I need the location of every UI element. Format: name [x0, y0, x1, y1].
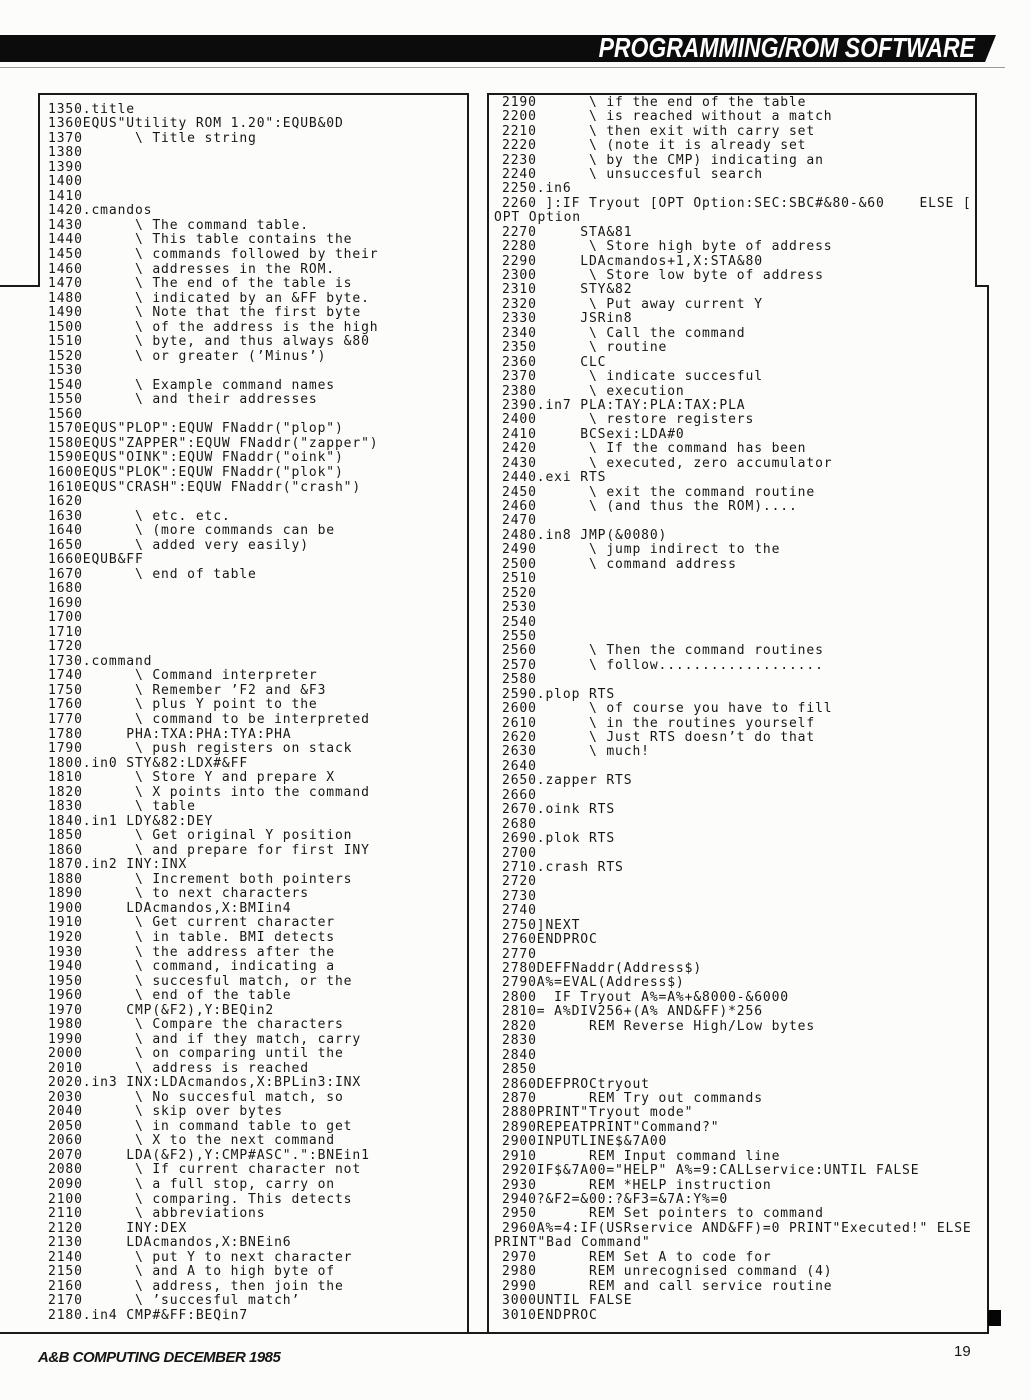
listing-line: 2500 \ command address — [502, 556, 737, 572]
listing-line: 2900INPUTLINE$&7A00 — [502, 1134, 668, 1150]
listing-line: 1530 — [48, 363, 83, 379]
listing-line: 2520 — [502, 585, 537, 601]
listing-line: 1380 — [48, 145, 83, 161]
listing-line: 2260 ]:IF Tryout [OPT Option:SEC:SBC#&80-&60 ELSE [ — [502, 195, 972, 211]
listing-line: 2630 \ much! — [502, 744, 650, 760]
listing-line: 2940?&F2=&00:?&F3=&7A:Y%=0 — [502, 1192, 729, 1208]
listing-line: 1640 \ (more commands can be — [48, 523, 335, 539]
listing-line: 2770 — [502, 946, 537, 962]
listing-line: 1850 \ Get original Y position — [48, 828, 353, 844]
listing-line: 2600 \ of course you have to fill — [502, 701, 833, 717]
listing-line: 2020.in3 INX:LDAcmandos,X:BPLin3:INX — [48, 1075, 362, 1091]
listing-line: 1720 — [48, 639, 83, 655]
listing-line: 1470 \ The end of the table is — [48, 276, 353, 292]
listing-line: 1540 \ Example command names — [48, 377, 335, 393]
listing-line: 3010ENDPROC — [502, 1307, 598, 1323]
listing-line: 1950 \ succesful match, or the — [48, 973, 353, 989]
listing-line: 1580EQUS"ZAPPER":EQUW FNaddr("zapper") — [48, 435, 379, 451]
listing-line: 2030 \ No succesful match, so — [48, 1089, 344, 1105]
listing-line: 2050 \ in command table to get — [48, 1118, 353, 1134]
listing-line: 1680 — [48, 581, 83, 597]
listing-line: 2750]NEXT — [502, 917, 581, 933]
listing-box-border — [0, 1332, 989, 1334]
listing-line: 2650.zapper RTS — [502, 773, 633, 789]
listing-line: 2390.in7 PLA:TAY:PLA:TAX:PLA — [502, 397, 746, 413]
listing-line: 2380 \ execution — [502, 383, 685, 399]
listing-line: 1860 \ and prepare for first INY — [48, 842, 370, 858]
listing-line: 1420.cmandos — [48, 203, 153, 219]
listing-line: 2310 STY&82 — [502, 282, 633, 298]
listing-line: 2440.exi RTS — [502, 470, 607, 486]
listing-line: 2220 \ (note it is already set — [502, 138, 807, 154]
listing-line: 1440 \ This table contains the — [48, 232, 353, 248]
listing-line: 2710.crash RTS — [502, 859, 624, 875]
listing-line: 2690.plok RTS — [502, 831, 616, 847]
listing-line: 2070 LDA(&F2),Y:CMP#ASC".":BNEin1 — [48, 1147, 370, 1163]
listing-line: 1930 \ the address after the — [48, 944, 335, 960]
listing-line: 2340 \ Call the command — [502, 325, 746, 341]
listing-line: 2130 LDAcmandos,X:BNEin6 — [48, 1235, 292, 1251]
listing-line: 2660 — [502, 787, 537, 803]
listing-line: 2410 BCSexi:LDA#0 — [502, 426, 685, 442]
listing-line: 2170 \ ’succesful match’ — [48, 1293, 301, 1309]
listing-line: 1670 \ end of table — [48, 566, 257, 582]
listing-line: 2700 — [502, 845, 537, 861]
listing-box-border — [38, 93, 469, 95]
listing-line: 2010 \ address is reached — [48, 1060, 309, 1076]
listing-line: 1400 — [48, 174, 83, 190]
listing-line: 2850 — [502, 1062, 537, 1078]
listing-line: 2400 \ restore registers — [502, 412, 755, 428]
listing-line: 1600EQUS"PLOK":EQUW FNaddr("plok") — [48, 464, 344, 480]
listing-line: 2240 \ unsuccesful search — [502, 166, 763, 182]
listing-line: 1760 \ plus Y point to the — [48, 697, 318, 713]
listing-line: 1900 LDAcmandos,X:BMIin4 — [48, 900, 292, 916]
listing-line: 1390 — [48, 159, 83, 175]
listing-line: 2610 \ in the routines yourself — [502, 715, 816, 731]
listing-line: 1920 \ in table. BMI detects — [48, 929, 335, 945]
listing-line: 1870.in2 INY:INX — [48, 857, 188, 873]
listing-line: 2370 \ indicate succesful — [502, 369, 763, 385]
listing-line: 1690 — [48, 595, 83, 611]
listing-box-border — [38, 93, 40, 286]
listing-line: 2890REPEATPRINT"Command?" — [502, 1119, 720, 1135]
listing-line: 2780DEFFNaddr(Address$) — [502, 961, 703, 977]
listing-left-column — [48, 103, 378, 1324]
listing-line: 1650 \ added very easily) — [48, 537, 309, 553]
listing-line: 2080 \ If current character not — [48, 1162, 362, 1178]
listing-line: 2000 \ on comparing until the — [48, 1046, 344, 1062]
listing-line: 2730 — [502, 888, 537, 904]
listing-line: PRINT"Bad Command" — [494, 1235, 651, 1251]
listing-line: 2090 \ a full stop, carry on — [48, 1177, 335, 1192]
listing-line: 2810= A%DIV256+(A% AND&FF)*256 — [502, 1004, 763, 1020]
listing-line: 2110 \ abbreviations — [48, 1206, 266, 1222]
listing-line: 2800 IF Tryout A%=A%+&8000-&6000 — [502, 989, 789, 1005]
listing-line: 2820 REM Reverse High/Low bytes — [502, 1018, 816, 1034]
listing-line: 2180.in4 CMP#&FF:BEQin7 — [48, 1307, 249, 1323]
section-title: PROGRAMMING/ROM SOFTWARE — [598, 32, 975, 63]
listing-line: 2740 — [502, 903, 537, 919]
listing-line: OPT Option — [494, 210, 581, 226]
listing-line: 2980 REM unrecognised command (4) — [502, 1264, 833, 1280]
listing-line: 2300 \ Store low byte of address — [502, 268, 824, 284]
listing-line: 2550 — [502, 628, 537, 644]
listing-line: 2640 — [502, 758, 537, 774]
listing-line: 2910 REM Input command line — [502, 1148, 781, 1164]
listing-line: 2210 \ then exit with carry set — [502, 123, 816, 139]
listing-box-border — [487, 93, 489, 1333]
listing-line: 2120 INY:DEX — [48, 1220, 188, 1236]
footer-publication: A&B COMPUTING DECEMBER 1985 — [38, 1349, 281, 1366]
listing-line: 1910 \ Get current character — [48, 915, 335, 931]
listing-line: 1840.in1 LDY&82:DEY — [48, 813, 214, 829]
listing-line: 1360EQUS"Utility ROM 1.20":EQUB&0D — [48, 116, 344, 132]
listing-line: 1700 — [48, 610, 83, 626]
listing-line: 1570EQUS"PLOP":EQUW FNaddr("plop") — [48, 421, 344, 437]
listing-line: 2920IF$&7A00="HELP" A%=9:CALLservice:UNTIL FALSE — [502, 1163, 920, 1179]
listing-line: 1410 — [48, 188, 83, 204]
listing-line: 1990 \ and if they match, carry — [48, 1031, 362, 1047]
listing-line: 2420 \ If the command has been — [502, 441, 807, 457]
listing-line: 2350 \ routine — [502, 340, 668, 356]
end-of-article-marker — [988, 1310, 1001, 1326]
listing-line: 1730.command — [48, 653, 153, 669]
listing-line: 2830 — [502, 1033, 537, 1049]
listing-line: 2200 \ is reached without a match — [502, 109, 833, 125]
listing-line: 1820 \ X points into the command — [48, 784, 370, 800]
listing-line: 1500 \ of the address is the high — [48, 319, 379, 335]
header-rule — [0, 67, 1005, 68]
listing-line: 1710 — [48, 624, 83, 640]
listing-line: 2430 \ executed, zero accumulator — [502, 455, 833, 471]
listing-line: 2320 \ Put away current Y — [502, 296, 763, 312]
listing-line: 2280 \ Store high byte of address — [502, 239, 833, 255]
listing-line: 1810 \ Store Y and prepare X — [48, 770, 335, 786]
listing-line: 2560 \ Then the command routines — [502, 643, 824, 659]
listing-line: 1940 \ command, indicating a — [48, 959, 335, 975]
listing-line: 1430 \ The command table. — [48, 217, 309, 233]
listing-line: 1620 — [48, 494, 83, 510]
listing-line: 1780 PHA:TXA:PHA:TYA:PHA — [48, 726, 292, 742]
listing-line: 1800.in0 STY&82:LDX#&FF — [48, 755, 249, 771]
listing-line: 2510 — [502, 571, 537, 587]
listing-line: 1630 \ etc. etc. — [48, 508, 231, 524]
listing-line: 1660EQUB&FF — [48, 552, 144, 568]
listing-line: 2620 \ Just RTS doesn’t do that — [502, 730, 816, 746]
listing-line: 2860DEFPROCtryout — [502, 1076, 650, 1092]
listing-box-border — [987, 285, 989, 1333]
listing-line: 1830 \ table — [48, 799, 196, 815]
listing-line: 1510 \ byte, and thus always &80 — [48, 334, 370, 350]
listing-line: 2790A%=EVAL(Address$) — [502, 975, 685, 991]
listing-line: 1590EQUS"OINK":EQUW FNaddr("oink") — [48, 450, 344, 466]
listing-line: 2270 STA&81 — [502, 224, 633, 240]
listing-line: 2930 REM *HELP instruction — [502, 1177, 772, 1193]
listing-line: 1960 \ end of the table — [48, 988, 292, 1004]
listing-line: 2150 \ and A to high byte of — [48, 1264, 335, 1280]
listing-line: 1980 \ Compare the characters — [48, 1017, 344, 1033]
listing-box-border — [467, 93, 469, 1333]
listing-line: 2330 JSRin8 — [502, 311, 633, 327]
listing-line: 2960A%=4:IF(USRservice AND&FF)=0 PRINT"Executed!" ELSE — [502, 1220, 972, 1236]
listing-line: 2530 — [502, 600, 537, 616]
listing-line: 2230 \ by the CMP) indicating an — [502, 152, 824, 168]
page-number: 19 — [954, 1343, 971, 1360]
listing-line: 1970 CMP(&F2),Y:BEQin2 — [48, 1002, 275, 1018]
listing-line: 2250.in6 — [502, 181, 572, 197]
listing-line: 3000UNTIL FALSE — [502, 1293, 633, 1309]
listing-line: 2490 \ jump indirect to the — [502, 542, 781, 558]
listing-line: 2450 \ exit the command routine — [502, 484, 816, 500]
listing-line: 1790 \ push registers on stack — [48, 741, 353, 757]
listing-line: 2480.in8 JMP(&0080) — [502, 527, 668, 543]
listing-line: 2590.plop RTS — [502, 686, 616, 702]
listing-line: 2580 — [502, 672, 537, 688]
listing-line: 1890 \ to next characters — [48, 886, 309, 902]
listing-line: 2190 \ if the end of the table — [502, 94, 807, 110]
listing-line: 1550 \ and their addresses — [48, 392, 318, 408]
listing-line: 2720 — [502, 874, 537, 890]
listing-line: 1880 \ Increment both pointers — [48, 871, 353, 887]
listing-line: 2840 — [502, 1047, 537, 1063]
listing-line: 2360 CLC — [502, 354, 607, 370]
listing-line: 1610EQUS"CRASH":EQUW FNaddr("crash") — [48, 479, 362, 495]
listing-line: 1750 \ Remember ’F2 and &F3 — [48, 682, 327, 698]
listing-line: 2970 REM Set A to code for — [502, 1249, 772, 1265]
listing-line: 1740 \ Command interpreter — [48, 668, 318, 684]
listing-line: 2290 LDAcmandos+1,X:STA&80 — [502, 253, 763, 269]
listing-line: 2880PRINT"Tryout mode" — [502, 1105, 694, 1121]
listing-line: 2570 \ follow................... — [502, 657, 824, 673]
listing-line: 2540 — [502, 614, 537, 630]
listing-line: 2140 \ put Y to next character — [48, 1249, 353, 1265]
listing-line: 1450 \ commands followed by their — [48, 247, 379, 262]
listing-box-border — [975, 93, 977, 286]
listing-line: 2680 — [502, 816, 537, 832]
listing-line: 1460 \ addresses in the ROM. — [48, 261, 335, 277]
listing-line: 2160 \ address, then join the — [48, 1278, 344, 1294]
listing-line: 1350.title — [48, 101, 135, 117]
listing-line: 2760ENDPROC — [502, 932, 598, 948]
listing-line: 2870 REM Try out commands — [502, 1090, 763, 1106]
listing-right-column — [494, 94, 972, 1323]
listing-line: 1770 \ command to be interpreted — [48, 712, 370, 727]
listing-line: 1520 \ or greater (’Minus’) — [48, 348, 327, 364]
listing-line: 2670.oink RTS — [502, 802, 616, 818]
listing-line: 2470 — [502, 513, 537, 529]
listing-line: 1490 \ Note that the first byte — [48, 305, 362, 321]
listing-line: 2100 \ comparing. This detects — [48, 1191, 353, 1207]
listing-line: 2990 REM and call service routine — [502, 1278, 833, 1294]
listing-line: 1560 — [48, 406, 83, 422]
listing-line: 2950 REM Set pointers to command — [502, 1206, 824, 1222]
listing-line: 2060 \ X to the next command — [48, 1133, 335, 1149]
listing-line: 2460 \ (and thus the ROM).... — [502, 499, 798, 515]
listing-line: 1370 \ Title string — [48, 130, 257, 146]
listing-line: 1480 \ indicated by an &FF byte. — [48, 290, 370, 306]
listing-box-border — [0, 285, 40, 287]
listing-line: 2040 \ skip over bytes — [48, 1104, 283, 1120]
